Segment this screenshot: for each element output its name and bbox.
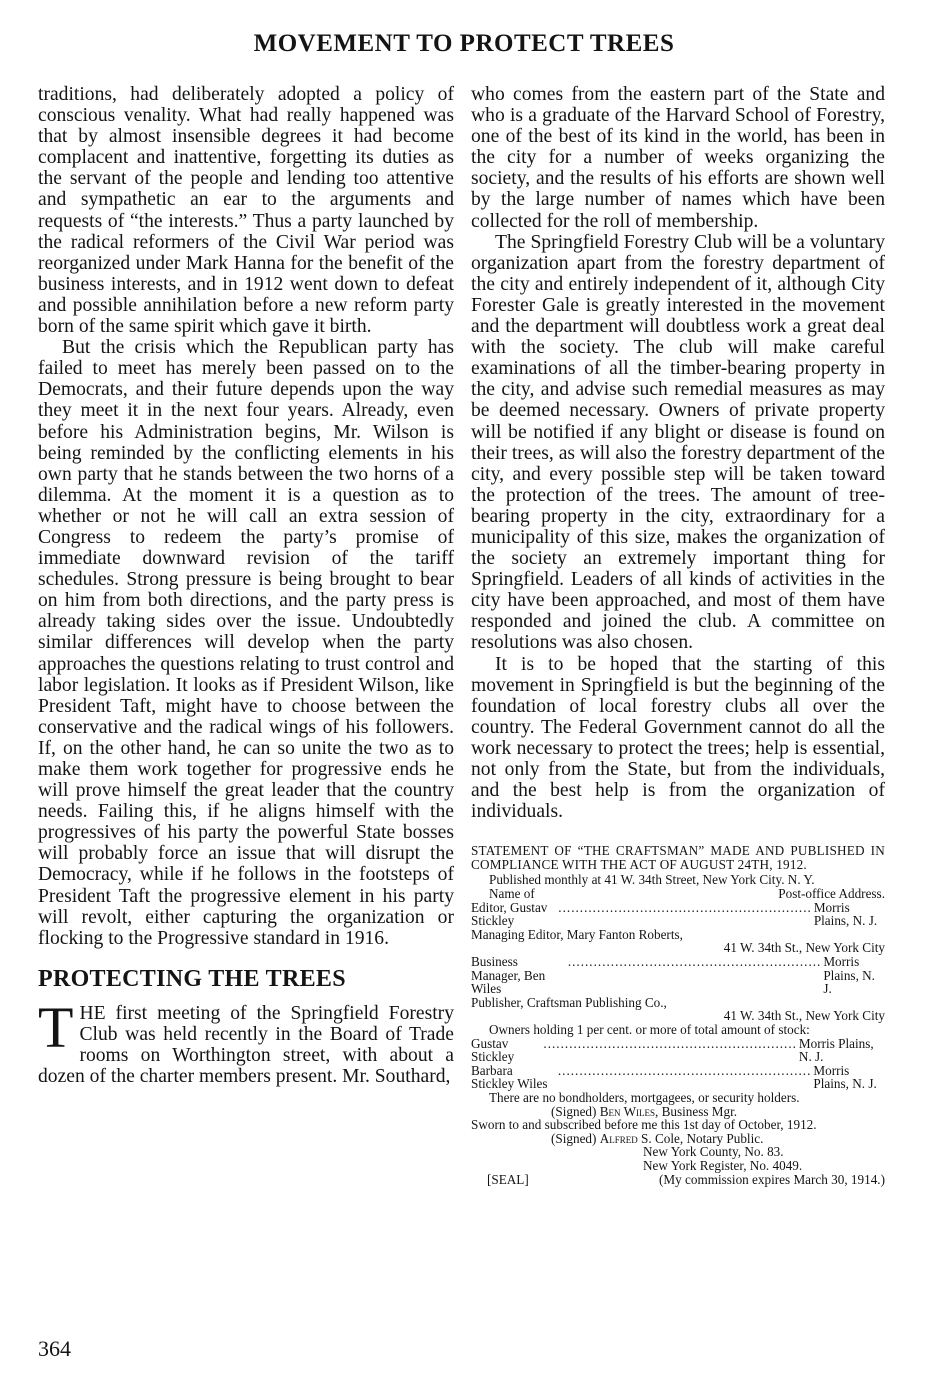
drop-cap: T: [38, 994, 74, 1060]
name-of-label: Name of: [489, 886, 535, 902]
ownership-statement: [471, 844, 885, 1186]
statement-managing-editor: Managing Editor, Mary Fanton Roberts,: [471, 926, 683, 942]
statement-owners: Owners holding 1 per cent. or more of total amount of stock:: [489, 1022, 810, 1037]
body-paragraph: traditions, had deliberately adopted a policy of conscious venality. What had really happened was that by almost insensible degrees it had become complacent and inattentive, forgetting its duties as the servant of the people and lending too attentive and sympathetic an ear to the arguments and requests of “the interests.” Thus a party launched by the radical reformers of the Civil War period was reorganized under Mark Hanna for the benefit of the business interests, and in 1912 went down to defeat and possible annihilation before a new reform party born of the same spirit which gave it birth.: [38, 84, 454, 338]
statement-seal-line: [471, 1173, 885, 1187]
right-column: [471, 84, 885, 1186]
statement-business-manager: [471, 955, 885, 996]
owner-address: Morris Plains, N. J.: [813, 1062, 877, 1092]
owner-address: Morris Plains, N. J.: [798, 1035, 874, 1065]
statement-published: Published monthly at 41 W. 34th Street, New York City. N. Y.: [489, 872, 815, 888]
business-manager-address: Morris Plains, N. J.: [823, 954, 875, 997]
statement-title: STATEMENT OF “THE CRAFTSMAN” MADE AND PUBLISHED IN COMPLIANCE WITH THE ACT OF AUGUST 24TH, 1912.: [471, 843, 885, 872]
page-number: 364: [38, 1336, 71, 1361]
owner-name: Gustav Stickley: [471, 1035, 515, 1065]
signer-role: , Business Mgr.: [655, 1103, 738, 1119]
signed-label: (Signed): [551, 1130, 597, 1146]
commission-expiry: (My commission expires March 30, 1914.): [659, 1171, 885, 1187]
editor-address: Morris Plains, N. J.: [813, 899, 878, 929]
notary-county: New York County, No. 83.: [643, 1144, 784, 1160]
notary-first-name: Alfred: [599, 1130, 638, 1146]
seal-label: [SEAL]: [487, 1171, 529, 1187]
editor-name: Editor, Gustav Stickley: [471, 899, 548, 929]
body-paragraph: It is to be hoped that the starting of this movement in Springfield is but the beginning of the foundation of local forestry clubs all over the country. The Federal Government cannot do all the work necessary to protect the trees; help is essential, not only from the State, but from the individuals, and the best help is from the organization of individuals.: [471, 653, 885, 823]
post-office-label: Post-office Address.: [778, 886, 885, 902]
signer-name: Ben Wiles: [599, 1103, 656, 1119]
section-paragraph: [38, 994, 454, 1088]
leader-dots: ...........................................................: [567, 954, 822, 970]
leader-dots: ...........................................................: [557, 1062, 812, 1078]
managing-editor-address: 41 W. 34th St., New York City: [723, 940, 885, 956]
body-paragraph: But the crisis which the Republican party has failed to meet has merely been passed on to the Democrats, and their future depends upon the way they meet it in the next four years. Already, even before his Administration begins, Mr. Wilson is being reminded by the conflicting elements in his own party that he stands between the two horns of a dilemma. At the moment it is a question as to whether or not he will call an extra session of Congress to redeem the party’s promise of immediate downward revision of the tariff schedules. Strong pressure is being brought to bear on him from both directions, and the party press is already taking sides over the issue. Undoubtedly similar differences will develop when the party approaches the questions relating to trust control and labor legislation. It looks as if President Wilson, like President Taft, might have to choose between the conservative and the radical wings of his followers. If, on the other hand, he can so unite the two as to make them work together for progressive ends he will prove himself the great leader that the country needs. Failing this, if he aligns himself with the progressives of his party the powerful State bosses will probably force an issue that will disrupt the Democracy, while if he follows in the footsteps of President Taft the progressive element in his party will revolt, either capturing the organization or flocking to the Progressive standard in 1916.: [38, 337, 454, 949]
statement-owner: [471, 1064, 885, 1091]
statement-bondholders: There are no bondholders, mortgagees, or security holders.: [489, 1089, 800, 1105]
publisher-address: 41 W. 34th St., New York City: [723, 1008, 885, 1024]
body-paragraph: The Springfield Forestry Club will be a voluntary organization apart from the forestry department of the city and entirely independent of it, although City Forester Gale is greatly interested in the movement and the department will doubtless work a great deal with the society. The club will make careful examinations of all the timber-bearing property in the city, and advise such remedial measures as may be deemed necessary. Owners of private property will be notified if any blight or disease is found on their trees, as will also the forestry department of the city, and every possible step will be taken toward the protection of the trees. The amount of tree-bearing property in the city, extraordinary for a municipality of this size, makes the organization of the society an extremely important thing for Springfield. Leaders of all kinds of activities in the city have been approached, and most of them have responded and joined the club. A committee on resolutions was also chosen.: [471, 231, 885, 654]
statement-column-heads: [471, 887, 885, 901]
notary-register: New York Register, No. 4049.: [643, 1157, 803, 1173]
notary-rest: S. Cole, Notary Public.: [641, 1130, 764, 1146]
section-heading: PROTECTING THE TREES: [38, 965, 346, 992]
statement-owner: [471, 1037, 885, 1064]
leader-dots: ...........................................................: [543, 1035, 797, 1051]
statement-sworn: Sworn to and subscribed before me this 1st day of October, 1912.: [471, 1117, 817, 1133]
statement-publisher: Publisher, Craftsman Publishing Co.,: [471, 994, 667, 1010]
left-column: [38, 84, 454, 1087]
body-paragraph: who comes from the eastern part of the State and who is a graduate of the Harvard School of Forestry, one of the best of its kind in the world, has been in the city for a number of weeks organizing the society, and the results of his efforts are shown well by the large number of names which have been collected for the roll of membership.: [471, 84, 885, 232]
signed-label: (Signed): [551, 1103, 597, 1119]
owner-name: Barbara Stickley Wiles: [471, 1062, 548, 1092]
business-manager-name: Business Manager, Ben Wiles: [471, 954, 546, 997]
page-header-title: MOVEMENT TO PROTECT TREES: [253, 30, 675, 57]
section-text: HE first meeting of the Springfield Forestry Club was held recently in the Board of Trade rooms on Worthington street, with about a dozen of the charter members present. Mr. Southard,: [38, 1002, 454, 1088]
statement-editor: [471, 901, 885, 928]
statement-signature-manager: [471, 1105, 885, 1119]
statement-signature-notary: [471, 1132, 885, 1146]
leader-dots: ...........................................................: [558, 899, 812, 915]
